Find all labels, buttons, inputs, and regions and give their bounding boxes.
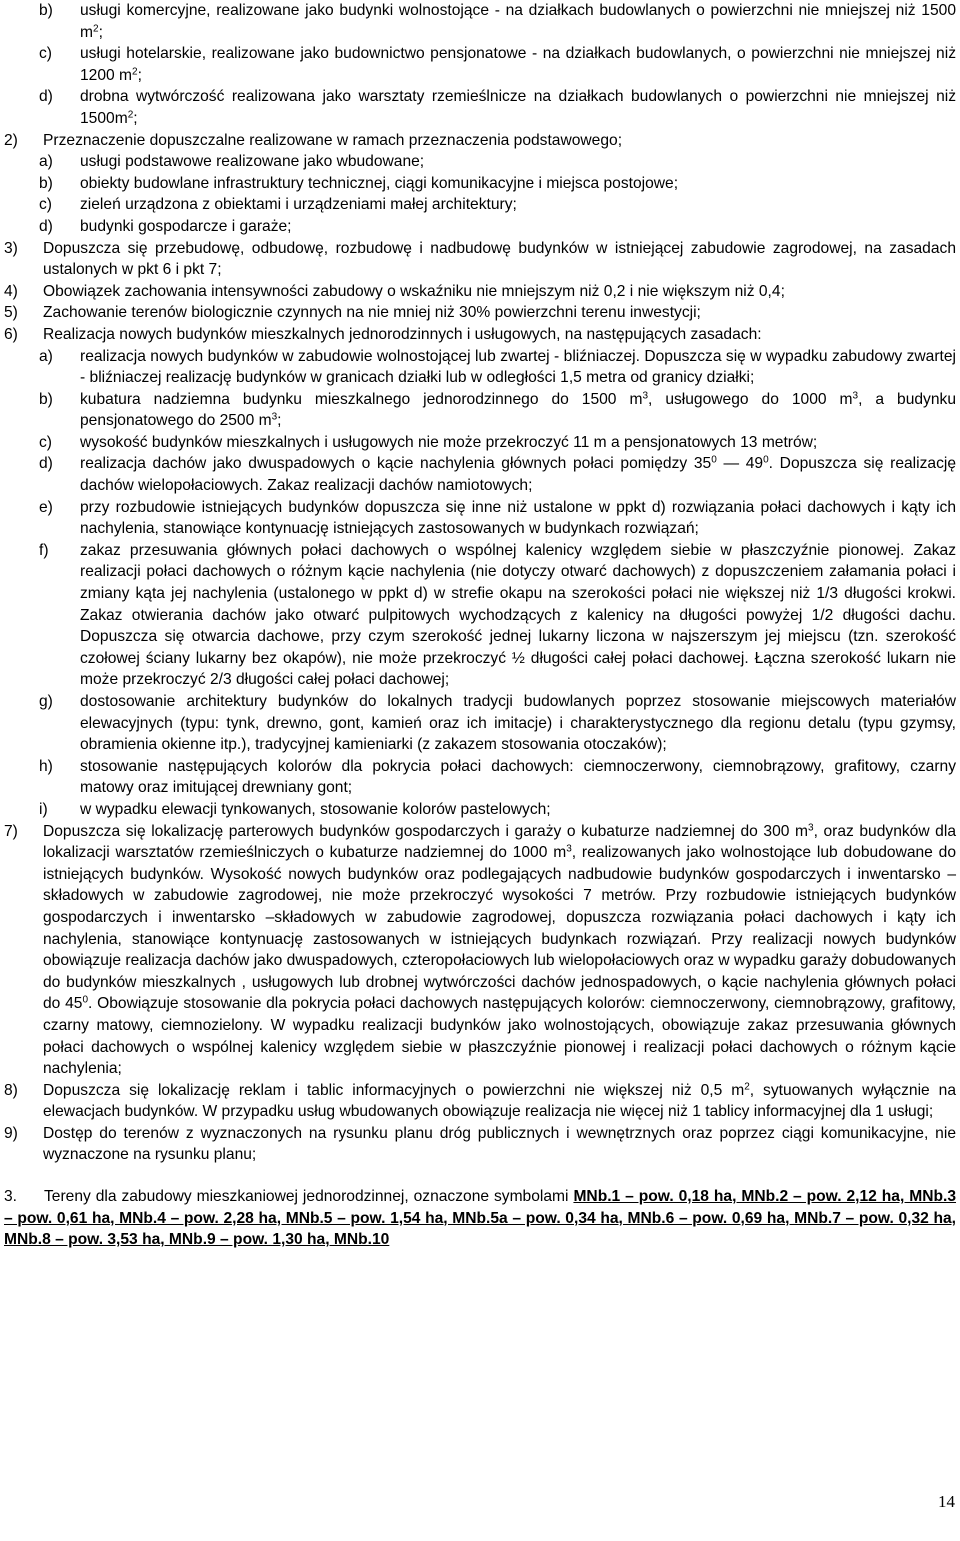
item-text: Dopuszcza się przebudowę, odbudowę, rozbudowę i nadbudowę budynków w istniejącej zabudowie zagrodowej, na zasadach ustalonych w pkt 6 i pkt 7; [43, 239, 956, 279]
superscript: 2 [132, 66, 138, 78]
lettered-subitem [4, 799, 956, 821]
section-number: 3. [4, 1188, 18, 1206]
item-marker: b) [39, 174, 53, 192]
item-text: Dopuszcza się lokalizację parterowych budynków gospodarczych i garaży o kubaturze nadziemnej do 300 $m^3$, oraz budynków dla lokalizacji warsztatów rzemieślniczych o kubaturze nadziemnej do 1000 $m^3$, realizowanych jako wolnostojące lub dobudowane do istniejących budynków. Wysokość nowych budynków oraz podlegających nadbudowie budynków gospodarczych i inwentarsko – składowych w zabudowie zagrodowej, nie może przekroczyć wysokości 7 metrów. Przy rozbudowie istniejących budynków gospodarczych i inwentarsko –składowych w zabudowie zagrodowej, dopuszcza rozwiązania połaci dachowych i kąty ich nachylenia, stanowiące kontynuację zastosowanych w istniejących budynkach rozwiązań. Przy realizacji nowych budynków obowiązuje realizacja dachów jako dwuspadowych, czteropołaciowych lub wielopołaciowych oraz w wypadku garaży dobudowanych do budynków mieszkalnych , usługowych lub drobnej wytwórczości dachów jednospadowych, o kącie nachylenia głównych połaci do $45^0$. Obowiązuje stosowanie dla pokrycia połaci dachowych następujących kolorów: ciemnoczerwony, ciemnobrązowy, grafitowy, czarny matowy, ciemnozielony. W wypadku realizacji budynków jako wolnostojących, obowiązuje zakaz przesuwania głównych połaci dachowych o wspólnej kalenicy względem siebie w płaszczyźnie pionowej i realizacji połaci dachowych o różnym kącie nachylenia; [43, 822, 957, 1078]
lettered-subitem [4, 194, 956, 216]
section-plot-symbols: MNb.1 – pow. 0,18 ha, MNb.2 – pow. 2,12 ha, MNb.3 – pow. 0,61 ha, MNb.4 – pow. 2,28 ha, MNb.5 – pow. 1,54 ha, MNb.5a – pow. 0,34 ha, MNb.6 – pow. 0,69 ha, MNb.7 – pow. 0,32 ha, MNb.8 – pow. 3,53 ha, MNb.9 – pow. 1,30 ha, MNb.10 [4, 1188, 957, 1249]
item-text: Zachowanie terenów biologicznie czynnych na nie mniej niż 30% powierzchni terenu inwestycji; [43, 304, 701, 322]
item-text: wysokość budynków mieszkalnych i usługowych nie może przekroczyć 11 m a pensjonatowych 13 metrów; [80, 433, 818, 451]
item-text: usługi hotelarskie, realizowane jako budownictwo pensjonatowe - na działkach budowlanych, o powierzchni nie mniejszej niż 1200 $m^2$; [80, 45, 956, 84]
superscript: 2 [127, 109, 134, 121]
item-text: dostosowanie architektury budynków do lokalnych tradycji budowlanych poprzez stosowanie miejscowych materiałów elewacyjnych (typu: tynk, drewno, gont, kamień oraz ich imitacje) i charakterystycznego dla regionu detalu (typu gzymsy, obramienia okienne itp.), tradycyjnej kamieniarki (z zakazem stosowania otoczaków); [80, 693, 956, 754]
superscript: 3 [852, 390, 859, 402]
item-marker: h) [39, 757, 53, 775]
document-body [4, 0, 956, 1251]
item-marker: d) [39, 217, 53, 235]
item-text: przy rozbudowie istniejących budynków dopuszcza się inne niż ustalone w ppkt d) rozwiązania połaci dachowych i kąty ich nachylenia, stanowiące kontynuację istniejących zastosowanych w budynkach rozwiązań; [80, 498, 956, 538]
item-marker: c) [39, 45, 52, 63]
item-text: Obowiązek zachowania intensywności zabudowy o wskaźniku nie mniejszym niż 0,2 i nie większym niż 0,4; [43, 282, 785, 300]
superscript: 0 [763, 454, 769, 466]
lettered-subitem [4, 0, 956, 43]
item-text: zakaz przesuwania głównych połaci dachowych o wspólnej kalenicy względem siebie w płaszczyźnie pionowej. Zakaz realizacji połaci dachowych o różnym kącie nachylenia (nie dotyczy otwarć dachowych) z dopuszczeniem załamania połaci i zmiany kąta jej nachylenia (ustalonego w ppkt d) w strefie okapu na szerokości połaci nie większej niż 1/3 długości krokwi. Zakaz otwierania dachów jako otwarć pulpitowych wychodzących z kalenicy na długości powyżej 1/2 długości dachu. Dopuszcza się otwarcia dachowe, przy czym szerokość jednej lukarny liczona w najszerszym jej miejscu (tzn. szerokość czołowej ściany lukarny bez okapów), nie może przekroczyć ½ długości całej połaci dachowej. Łączna szerokość lukarn nie może przekroczyć 2/3 długości całej połaci dachowej; [80, 541, 956, 689]
numbered-item [4, 1123, 956, 1166]
item-marker: a) [39, 153, 53, 171]
item-text: drobna wytwórczość realizowana jako warsztaty rzemieślnicze na działkach budowlanych o powierzchni nie mniejszej niż $1500m^2$; [80, 88, 956, 127]
lettered-subitem [4, 453, 956, 496]
item-text: zieleń urządzona z obiektami i urządzeniami małej architektury; [80, 196, 517, 214]
lettered-subitem [4, 151, 956, 173]
item-marker: 7) [4, 822, 18, 840]
lettered-subitem [4, 756, 956, 799]
item-marker: 2) [4, 131, 18, 149]
item-marker: 9) [4, 1124, 18, 1142]
numbered-item [4, 324, 956, 346]
superscript: 3 [642, 390, 649, 402]
item-text: Dostęp do terenów z wyznaczonych na rysunku planu dróg publicznych i wewnętrznych oraz poprzez ciągi komunikacyjne, nie wyznaczone na rysunku planu; [43, 1124, 956, 1164]
item-text: stosowanie następujących kolorów dla pokrycia połaci dachowych: ciemnoczerwony, ciemnobrązowy, grafitowy, czarny matowy oraz imitującej drewniany gont; [80, 757, 956, 797]
item-marker: b) [39, 2, 53, 19]
item-marker: 4) [4, 282, 18, 300]
item-marker: e) [39, 498, 53, 516]
item-text: Przeznaczenie dopuszczalne realizowane w ramach przeznaczenia podstawowego; [43, 131, 623, 149]
numbered-item [4, 130, 956, 152]
item-marker: c) [39, 196, 52, 214]
lettered-subitem [4, 389, 956, 432]
lettered-subitem [4, 346, 956, 389]
item-marker: b) [39, 390, 53, 408]
superscript: 3 [271, 411, 278, 423]
item-text: usługi podstawowe realizowane jako wbudowane; [80, 153, 425, 171]
item-marker: c) [39, 433, 52, 451]
item-marker: g) [39, 693, 53, 710]
superscript: 0 [82, 994, 89, 1006]
numbered-item [4, 302, 956, 324]
item-text: w wypadku elewacji tynkowanych, stosowanie kolorów pastelowych; [80, 800, 551, 818]
item-text: usługi komercyjne, realizowane jako budynki wolnostojące - na działkach budowlanych o powierzchni nie mniejszej niż 1500 $m^2$; [80, 2, 956, 41]
superscript: 3 [566, 843, 572, 855]
numbered-item [4, 821, 956, 1080]
lettered-subitem [4, 43, 956, 86]
item-text: obiekty budowlane infrastruktury technicznej, ciągi komunikacyjne i miejsca postojowe; [80, 174, 679, 192]
lettered-subitem [4, 691, 956, 756]
section-3-paragraph [4, 1186, 956, 1251]
item-text: Realizacja nowych budynków mieszkalnych jednorodzinnych i usługowych, na następujących zasadach: [43, 325, 762, 343]
item-marker: 6) [4, 325, 18, 343]
lettered-subitem [4, 86, 956, 129]
superscript: 2 [93, 23, 99, 35]
item-text: realizacja dachów jako dwuspadowych o kącie nachylenia głównych połaci pomiędzy $35^0$ — $49^0$. Dopuszcza się realizację dachów wielopołaciowych. Zakaz realizacji dachów namiotowych; [80, 454, 956, 495]
lettered-subitem [4, 497, 956, 540]
item-text: budynki gospodarcze i garaże; [80, 217, 292, 235]
superscript: 2 [744, 1081, 750, 1093]
item-marker: 3) [4, 239, 18, 257]
item-marker: d) [39, 455, 53, 473]
numbered-item [4, 1080, 956, 1123]
lettered-subitem [4, 173, 956, 195]
page-number: 14 [938, 1492, 955, 1511]
section-lead-text: Tereny dla zabudowy mieszkaniowej jednorodzinnej, oznaczone symbolami [44, 1188, 569, 1206]
item-text: kubatura nadziemna budynku mieszkalnego jednorodzinnego do 1500 $m^3$, usługowego do 1000 $m^3$, a budynku pensjonatowego do 2500 $m^3$; [80, 390, 956, 430]
superscript: 3 [808, 822, 814, 834]
lettered-subitem [4, 216, 956, 238]
item-marker: f) [39, 541, 49, 559]
item-marker: a) [39, 347, 53, 365]
item-text: Dopuszcza się lokalizację reklam i tablic informacyjnych o powierzchni nie większej niż 0,5 $m^2$, sytuowanych wyłącznie na elewacjach budynków. W przypadku usług wbudowanych obowiązuje realizacja nie więcej niż 1 tablicy informacyjnej dla 1 usługi; [43, 1081, 956, 1121]
superscript: 0 [711, 454, 717, 466]
item-marker: 8) [4, 1081, 18, 1099]
item-marker: i) [39, 800, 48, 818]
item-marker: d) [39, 88, 53, 106]
numbered-item [4, 281, 956, 303]
item-text: realizacja nowych budynków w zabudowie wolnostojącej lub zwartej - bliźniaczej. Dopuszcza się w wypadku zabudowy zwartej - bliźniaczej realizację budynków w granicach działki lub w odległości 1,5 metra od granicy działki; [80, 347, 956, 387]
lettered-subitem [4, 432, 956, 454]
lettered-subitem [4, 540, 956, 691]
item-marker: 5) [4, 304, 18, 322]
numbered-item [4, 238, 956, 281]
regulation-list [4, 0, 956, 1166]
